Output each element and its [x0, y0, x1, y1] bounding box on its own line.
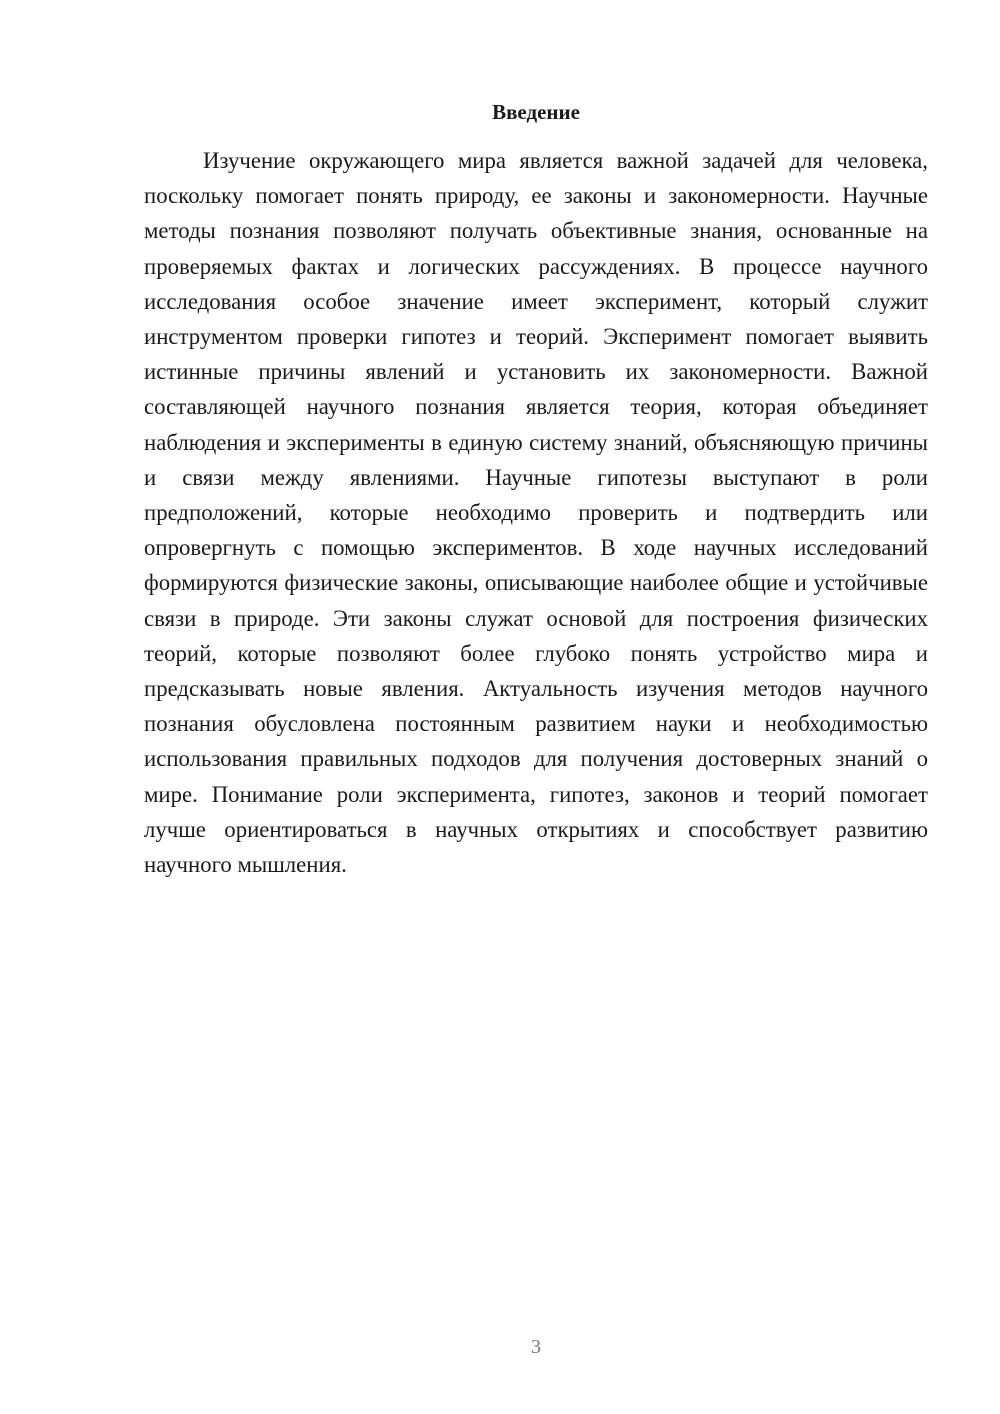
page-number: 3 [531, 1336, 541, 1358]
section-heading: Введение [492, 100, 580, 124]
body-paragraph: Изучение окружающего мира является важной задачей для человека, поскольку помогает понять природу, ее законы и закономерности. Научные методы познания позволяют получать объективные знания, основанные на проверяемых фактах и логических рассуждениях. В процессе научного исследования особое значение имеет эксперимент, который служит инструментом проверки гипотез и теорий. Эксперимент помогает выявить истинные причины явлений и установить их закономерности. Важной составляющей научного познания является теория, которая объединяет наблюдения и эксперименты в единую систему знаний, объясняющую причины и связи между явлениями. Научные гипотезы выступают в роли предположений, которые необходимо проверить и подтвердить или опровергнуть с помощью экспериментов. В ходе научных исследований формируются физические законы, описывающие наиболее общие и устойчивые связи в природе. Эти законы служат основой для построения физических теорий, которые позволяют более глубоко понять устройство мира и предсказывать новые явления. Актуальность изучения методов научного познания обусловлена постоянным развитием науки и необходимостью использования правильных подходов для получения достоверных знаний о мире. Понимание роли эксперимента, гипотез, законов и теорий помогает лучше ориентироваться в научных открытиях и способствует развитию научного мышления. [144, 148, 928, 878]
